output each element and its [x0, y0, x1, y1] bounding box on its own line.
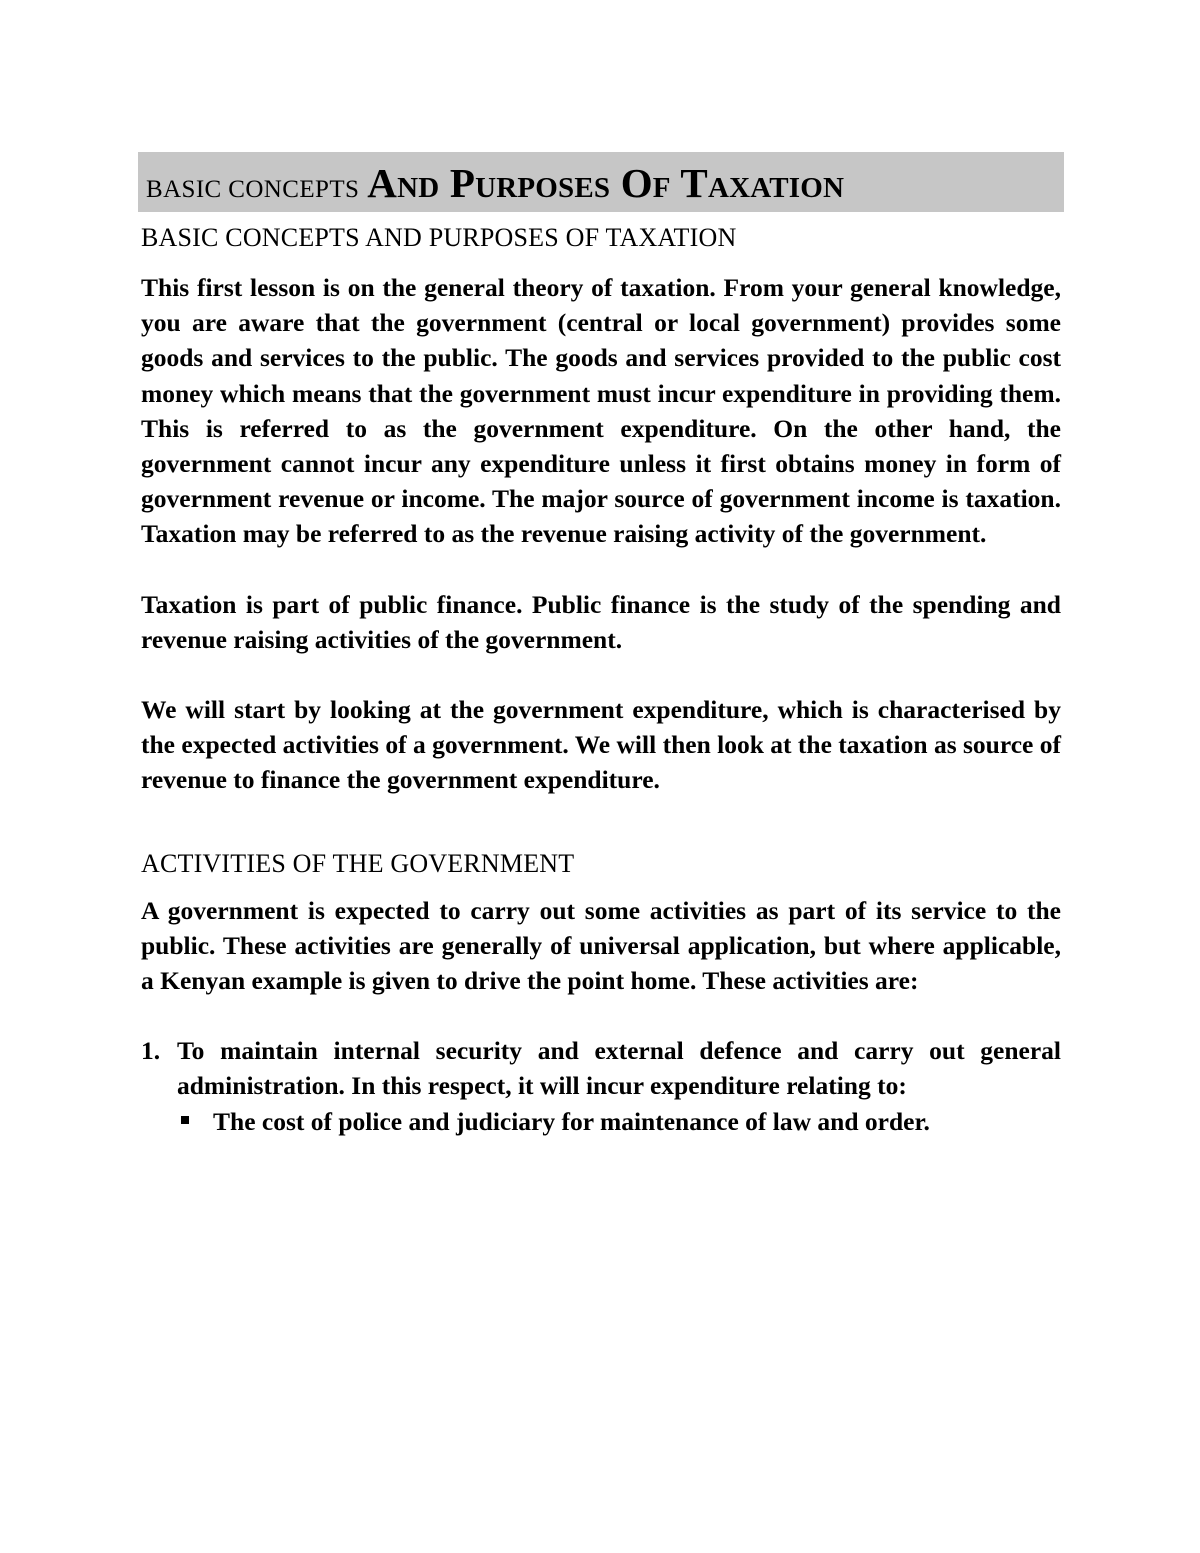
document-page [141, 152, 1061, 1139]
square-bullet-icon [181, 1116, 189, 1124]
title-prefix: BASIC CONCEPTS [146, 176, 360, 203]
paragraph: A government is expected to carry out some activities as part of its service to the public. These activities are generally of universal application, but where applicable, a Kenyan example is given to drive the point home. These activities are: [141, 895, 1061, 996]
section-heading-basic-concepts: BASIC CONCEPTS AND PURPOSES OF TAXATION [141, 223, 737, 252]
list-item [141, 1033, 1061, 1139]
paragraph: We will start by looking at the government expenditure, which is characterised by the expected activities of a government. We will then look at the taxation as source of revenue to finance the government expenditure. [141, 695, 1061, 795]
activities-list [141, 1033, 1061, 1139]
sub-list-item [177, 1104, 1061, 1139]
list-number: 1. [141, 1036, 161, 1066]
title-main: And Purposes Of Taxation [367, 160, 845, 206]
paragraph: Taxation is part of public finance. Public finance is the study of the spending and revenue raising activities of the government. [141, 589, 1061, 654]
paragraph: This first lesson is on the general theory of taxation. From your general knowledge, you are aware that the government (central or local government) provides some goods and services to the public. The goods and services provided to the public cost money which means that the government must incur expenditure in providing them. This is referred to as the government expenditure. On the other hand, the government cannot incur any expenditure unless it first obtains money in form of government revenue or income. The major source of government income is taxation. Taxation may be referred to as the revenue raising activity of the government. [141, 273, 1061, 549]
sub-list [177, 1104, 1061, 1139]
title-banner [138, 152, 1064, 212]
list-item-text: To maintain internal security and external defence and carry out general administration. In this respect, it will incur expenditure relating to: [177, 1036, 1061, 1101]
sub-list-item-text: The cost of police and judiciary for maintenance of law and order. [213, 1106, 930, 1136]
section-heading-activities: ACTIVITIES OF THE GOVERNMENT [141, 848, 575, 878]
